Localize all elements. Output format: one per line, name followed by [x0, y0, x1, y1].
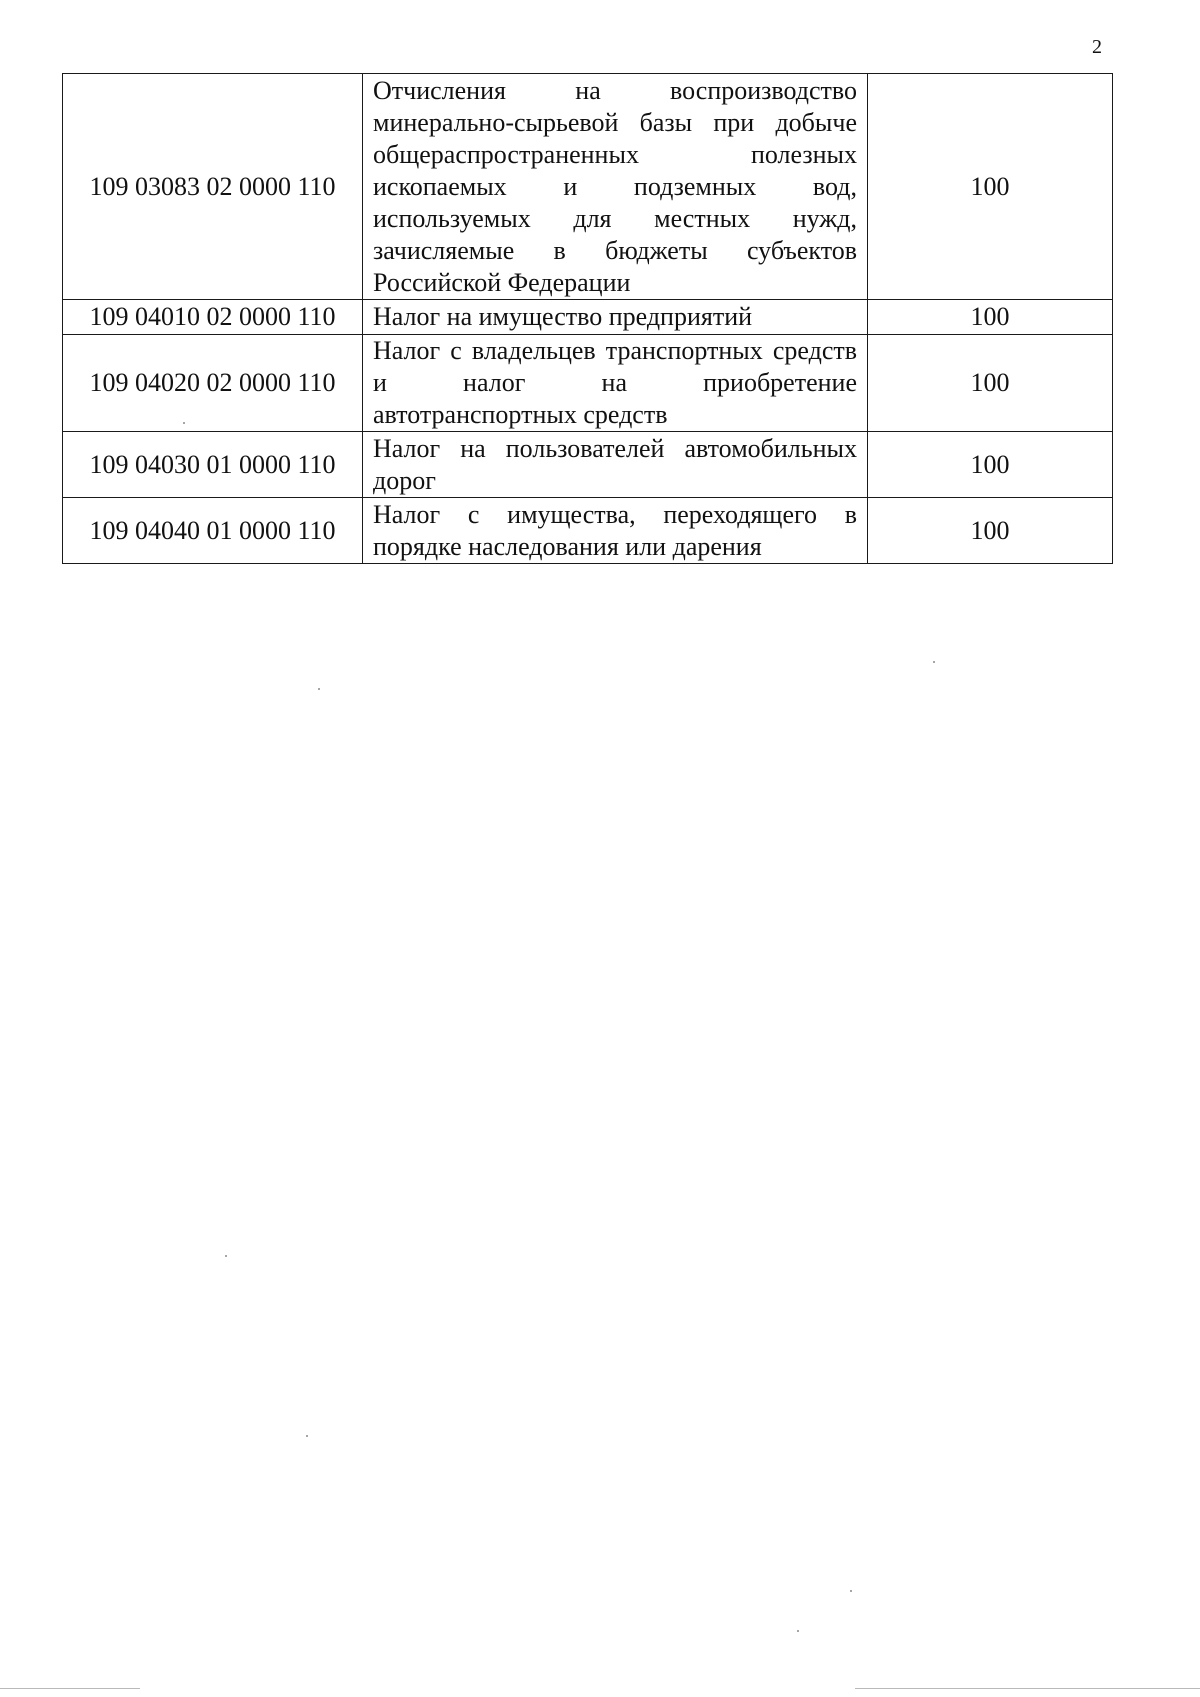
revenue-name: Налог на пользователей автомобильных дорог	[363, 432, 868, 498]
budget-revenue-table	[62, 73, 1113, 564]
revenue-percent: 100	[868, 432, 1113, 498]
revenue-percent: 100	[868, 498, 1113, 564]
scan-speck	[850, 1590, 852, 1592]
revenue-code: 109 04040 01 0000 110	[63, 498, 363, 564]
table-row	[63, 335, 1113, 432]
revenue-percent: 100	[868, 74, 1113, 300]
scan-speck	[318, 688, 320, 690]
scan-speck	[797, 1630, 799, 1632]
revenue-code: 109 04020 02 0000 110	[63, 335, 363, 432]
table-row	[63, 498, 1113, 564]
table-row	[63, 432, 1113, 498]
revenue-percent: 100	[868, 335, 1113, 432]
scan-edge-line	[855, 1688, 1200, 1689]
revenue-name: Отчисления на воспроизводство минерально-сырьевой базы при добыче общераспространенных полезных ископаемых и подземных вод, используемых для местных нужд, зачисляемые в бюджеты субъектов Российской Федерации	[363, 74, 868, 300]
scan-speck	[933, 661, 935, 663]
scan-edge-line	[0, 1688, 140, 1689]
scan-speck	[183, 422, 185, 424]
revenue-code: 109 03083 02 0000 110	[63, 74, 363, 300]
revenue-name: Налог на имущество предприятий	[363, 300, 868, 335]
scan-speck	[225, 1255, 227, 1257]
table-row	[63, 74, 1113, 300]
page-number: 2	[1092, 36, 1102, 58]
revenue-code: 109 04030 01 0000 110	[63, 432, 363, 498]
revenue-name: Налог с владельцев транспортных средств и налог на приобретение автотранспортных средств	[363, 335, 868, 432]
revenue-percent: 100	[868, 300, 1113, 335]
revenue-name: Налог с имущества, переходящего в порядке наследования или дарения	[363, 498, 868, 564]
scan-speck	[306, 1435, 308, 1437]
table-row	[63, 300, 1113, 335]
revenue-code: 109 04010 02 0000 110	[63, 300, 363, 335]
